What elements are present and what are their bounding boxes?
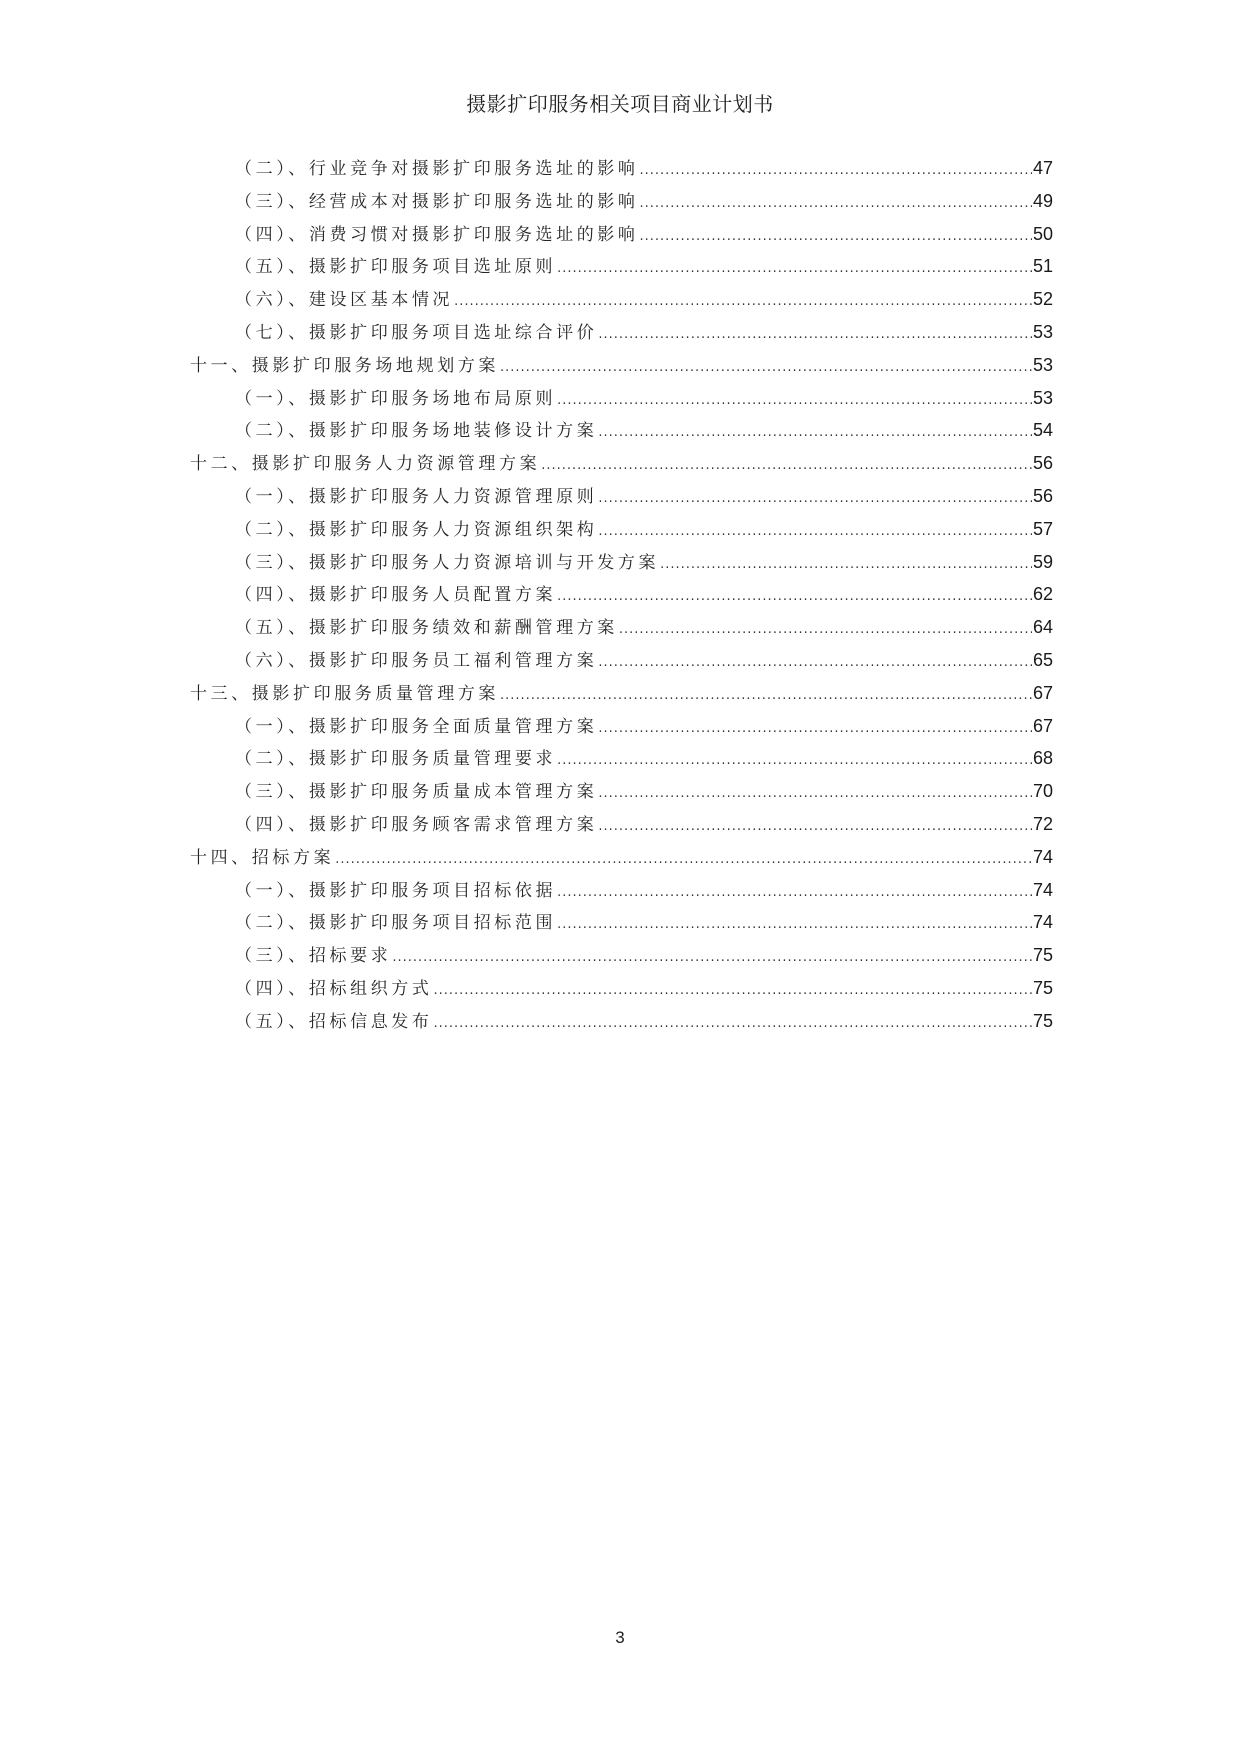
- toc-entry-label: （二）、行业竞争对摄影扩印服务选址的影响: [235, 159, 639, 179]
- toc-entry-label: （五）、摄影扩印服务绩效和薪酬管理方案: [235, 618, 618, 639]
- toc-section-entry[interactable]: [190, 1005, 1053, 1038]
- toc-dot-leader: [598, 483, 1032, 516]
- toc-dot-leader: [335, 844, 1032, 877]
- toc-dot-leader: [640, 221, 1032, 254]
- toc-dot-leader: [500, 680, 1032, 713]
- toc-dot-leader: [598, 417, 1032, 450]
- toc-entry-label: （二）、摄影扩印服务质量管理要求: [235, 749, 557, 770]
- toc-entry-label: （七）、摄影扩印服务项目选址综合评价: [235, 322, 598, 343]
- toc-dot-leader: [557, 253, 1032, 286]
- toc-entry-label: （三）、经营成本对摄影扩印服务选址的影响: [235, 191, 639, 212]
- toc-section-entry[interactable]: [190, 546, 1053, 579]
- toc-section-entry[interactable]: [190, 316, 1053, 349]
- toc-section-entry[interactable]: [190, 939, 1053, 972]
- toc-dot-leader: [557, 877, 1032, 910]
- toc-entry-page-number: 75: [1032, 1010, 1053, 1031]
- toc-dot-leader: [598, 647, 1032, 680]
- toc-dot-leader: [598, 778, 1032, 811]
- toc-entry-label: 十二、摄影扩印服务人力资源管理方案: [190, 454, 541, 475]
- toc-entry-page-number: 74: [1032, 912, 1053, 933]
- toc-section-entry[interactable]: [190, 185, 1053, 218]
- toc-chapter-entry[interactable]: [190, 841, 1053, 874]
- toc-entry-page-number: 53: [1032, 354, 1053, 375]
- toc-entry-page-number: 56: [1032, 485, 1053, 506]
- toc-section-entry[interactable]: [190, 972, 1053, 1005]
- toc-entry-label: （二）、摄影扩印服务人力资源组织架构: [235, 519, 598, 540]
- toc-dot-leader: [598, 319, 1032, 352]
- toc-entry-label: （四）、消费习惯对摄影扩印服务选址的影响: [235, 224, 639, 245]
- toc-dot-leader: [598, 811, 1032, 844]
- toc-dot-leader: [640, 188, 1032, 221]
- toc-entry-label: （五）、摄影扩印服务项目选址原则: [235, 257, 557, 278]
- toc-entry-label: （三）、摄影扩印服务人力资源培训与开发方案: [235, 552, 660, 573]
- toc-entry-label: （四）、招标组织方式: [235, 978, 433, 999]
- toc-section-entry[interactable]: [190, 414, 1053, 447]
- toc-entry-page-number: 70: [1032, 781, 1053, 802]
- toc-entry-label: （二）、摄影扩印服务项目招标范围: [235, 913, 557, 934]
- toc-chapter-entry[interactable]: [190, 677, 1053, 710]
- toc-entry-page-number: 56: [1032, 453, 1053, 474]
- toc-entry-page-number: 62: [1032, 584, 1053, 605]
- toc-section-entry[interactable]: [190, 710, 1053, 743]
- toc-entry-page-number: 67: [1032, 682, 1053, 703]
- toc-entry-page-number: 75: [1032, 945, 1053, 966]
- toc-section-entry[interactable]: [190, 611, 1053, 644]
- toc-dot-leader: [660, 549, 1032, 582]
- toc-entry-page-number: 47: [1032, 158, 1053, 178]
- toc-dot-leader: [557, 581, 1032, 614]
- toc-section-entry[interactable]: [190, 578, 1053, 611]
- toc-entry-label: （一）、摄影扩印服务人力资源管理原则: [235, 486, 598, 507]
- toc-entry-label: （三）、招标要求: [235, 946, 392, 967]
- toc-entry-label: 十四、招标方案: [190, 847, 335, 868]
- table-of-contents: [190, 152, 1053, 1038]
- toc-entry-label: （六）、摄影扩印服务员工福利管理方案: [235, 650, 598, 671]
- toc-entry-page-number: 74: [1032, 846, 1053, 867]
- toc-section-entry[interactable]: [190, 218, 1053, 251]
- toc-entry-page-number: 52: [1032, 289, 1053, 310]
- toc-dot-leader: [500, 352, 1032, 385]
- toc-dot-leader: [434, 975, 1032, 1008]
- toc-dot-leader: [598, 713, 1032, 746]
- toc-dot-leader: [454, 286, 1032, 319]
- toc-entry-page-number: 57: [1032, 518, 1053, 539]
- toc-dot-leader: [392, 942, 1032, 975]
- toc-dot-leader: [619, 614, 1032, 647]
- toc-dot-leader: [598, 516, 1032, 549]
- toc-dot-leader: [557, 385, 1032, 418]
- toc-dot-leader: [434, 1008, 1032, 1041]
- toc-section-entry[interactable]: [190, 480, 1053, 513]
- toc-entry-page-number: 54: [1032, 420, 1053, 441]
- toc-entry-page-number: 50: [1032, 223, 1053, 244]
- toc-dot-leader: [557, 745, 1032, 778]
- toc-entry-label: （六）、建设区基本情况: [235, 290, 454, 311]
- toc-entry-page-number: 65: [1032, 649, 1053, 670]
- toc-section-entry[interactable]: [190, 283, 1053, 316]
- toc-entry-page-number: 53: [1032, 321, 1053, 342]
- toc-entry-label: （四）、摄影扩印服务顾客需求管理方案: [235, 814, 598, 835]
- toc-entry-page-number: 68: [1032, 748, 1053, 769]
- toc-entry-page-number: 59: [1032, 551, 1053, 572]
- toc-section-entry[interactable]: [190, 775, 1053, 808]
- toc-entry-label: （一）、摄影扩印服务场地布局原则: [235, 388, 557, 409]
- toc-section-entry[interactable]: [190, 742, 1053, 775]
- toc-section-entry[interactable]: [190, 382, 1053, 415]
- toc-section-entry[interactable]: [190, 874, 1053, 907]
- toc-entry-label: 十三、摄影扩印服务质量管理方案: [190, 683, 499, 704]
- toc-section-entry[interactable]: [190, 808, 1053, 841]
- toc-section-entry[interactable]: [190, 644, 1053, 677]
- toc-chapter-entry[interactable]: [190, 349, 1053, 382]
- toc-entry-label: （五）、招标信息发布: [235, 1011, 433, 1032]
- toc-chapter-entry[interactable]: [190, 447, 1053, 480]
- toc-entry-label: （二）、摄影扩印服务场地装修设计方案: [235, 421, 598, 442]
- toc-section-entry[interactable]: [190, 250, 1053, 283]
- toc-entry-page-number: 75: [1032, 977, 1053, 998]
- toc-entry-page-number: 64: [1032, 617, 1053, 638]
- toc-dot-leader: [640, 155, 1032, 188]
- toc-dot-leader: [541, 450, 1032, 483]
- document-header-title: 摄影扩印服务相关项目商业计划书: [466, 92, 774, 116]
- toc-entry-label: （一）、摄影扩印服务全面质量管理方案: [235, 716, 598, 737]
- toc-entry-label: （三）、摄影扩印服务质量成本管理方案: [235, 782, 598, 803]
- toc-entry-label: （四）、摄影扩印服务人员配置方案: [235, 585, 557, 606]
- page-number: 3: [615, 1628, 625, 1647]
- toc-entry-label: 十一、摄影扩印服务场地规划方案: [190, 355, 499, 376]
- toc-entry-page-number: 74: [1032, 879, 1053, 900]
- toc-entry-label: （一）、摄影扩印服务项目招标依据: [235, 880, 557, 901]
- toc-section-entry[interactable]: [190, 906, 1053, 939]
- toc-entry-page-number: 51: [1032, 256, 1053, 277]
- toc-section-entry[interactable]: [190, 513, 1053, 546]
- toc-entry-page-number: 49: [1032, 190, 1053, 211]
- toc-entry-page-number: 72: [1032, 813, 1053, 834]
- toc-entry-page-number: 53: [1032, 387, 1053, 408]
- toc-dot-leader: [557, 909, 1032, 942]
- toc-entry-page-number: 67: [1032, 715, 1053, 736]
- toc-section-entry[interactable]: [190, 152, 1053, 185]
